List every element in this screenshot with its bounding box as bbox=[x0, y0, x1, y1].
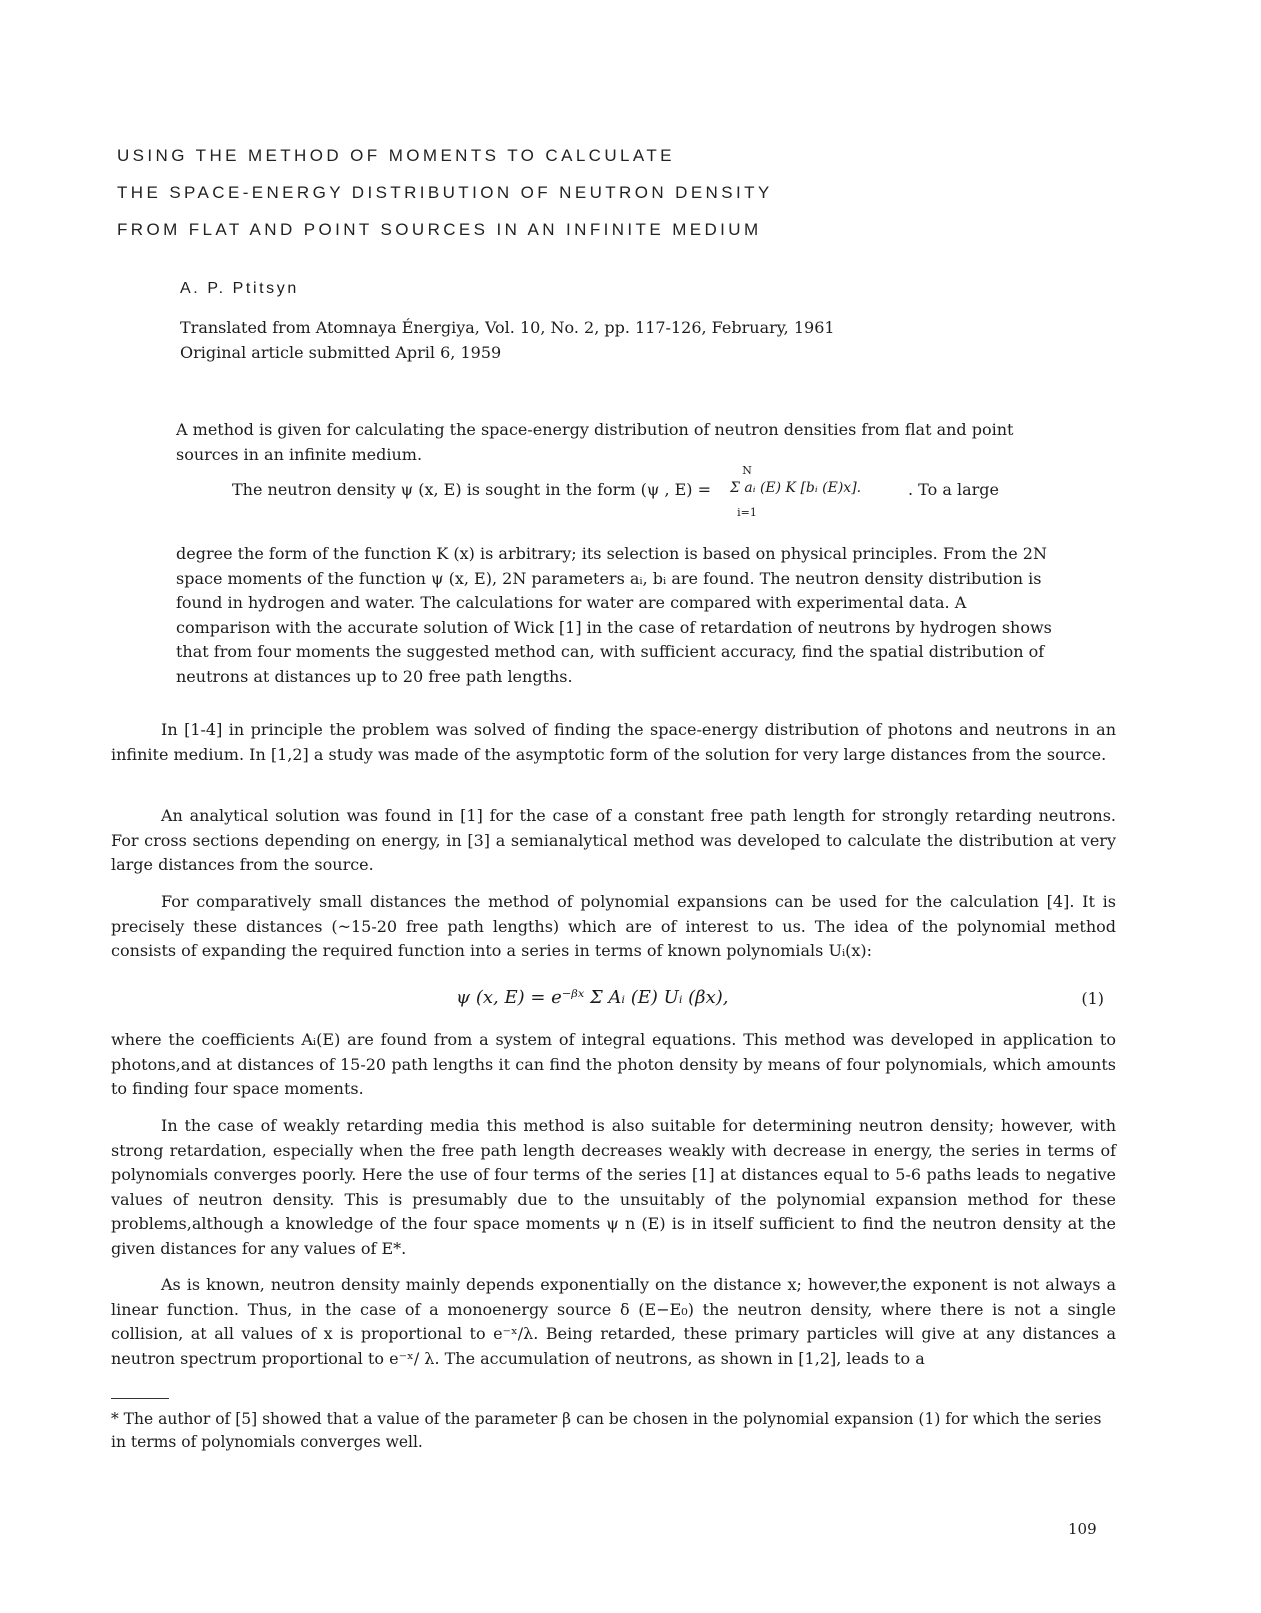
formula-sum-bottom: i=1 bbox=[737, 506, 757, 519]
title-line-2: THE SPACE-ENERGY DISTRIBUTION OF NEUTRON DENSITY bbox=[117, 183, 773, 202]
abstract-body bbox=[176, 542, 1056, 689]
abstract-line-1: A method is given for calculating the space-energy distribution of neutron densities from flat and point sources in an infinite medium. bbox=[176, 420, 1014, 464]
title-line-3: FROM FLAT AND POINT SOURCES IN AN INFINITE MEDIUM bbox=[117, 220, 762, 239]
submission-note: Original article submitted April 6, 1959 bbox=[180, 343, 502, 362]
paragraph-text: where the coefficients Aᵢ(E) are found from a system of integral equations. This method was developed in application to photons,and at distances of 15-20 path lengths it can find the photon density by means of four polynomials, which amounts to finding four space moments. bbox=[111, 1030, 1116, 1098]
translation-note: Translated from Atomnaya Énergiya, Vol. 10, No. 2, pp. 117-126, February, 1961 bbox=[180, 318, 835, 337]
formula-intro: The neutron density ψ (x, E) is sought in the form (ψ , E) = bbox=[232, 480, 712, 499]
paragraph-text: In the case of weakly retarding media this method is also suitable for determining neutron density; however, with strong retardation, especially when the free path length decreases weakly with decrease in energy, the series in terms of polynomials converges poorly. Here the use of four terms of the series [1] at distances equal to 5-6 paths leads to negative values of neutron density. This is presumably due to the unsuitably of the polynomial expansion method for these problems,although a knowledge of the four space moments ψ n (E) is in itself sufficient to find the neutron density at the given distances for any values of E*. bbox=[111, 1116, 1116, 1258]
body-paragraph-4 bbox=[111, 1028, 1116, 1102]
paragraph-text: An analytical solution was found in [1] for the case of a constant free path length for strongly retarding neutrons. For cross sections depending on energy, in [3] a semianalytical method was developed to calculate the distribution at very large distances from the source. bbox=[111, 806, 1116, 874]
body-paragraph-3 bbox=[111, 890, 1116, 964]
paragraph-text: As is known, neutron density mainly depends exponentially on the distance x; however,the exponent is not always a linear function. Thus, in the case of a monoenergy source δ (E−E₀) the neutron density, where there is not a single collision, at all values of x is proportional to e⁻ˣ/λ. Being retarded, these primary particles will give at any distances a neutron spectrum proportional to e⁻ˣ/ λ. The accumulation of neutrons, as shown in [1,2], leads to a bbox=[111, 1275, 1116, 1368]
author: A. P. Ptitsyn bbox=[180, 280, 299, 297]
paragraph-text: In [1-4] in principle the problem was solved of finding the space-energy distribution of photons and neutrons in an infinite medium. In [1,2] a study was made of the asymptotic form of the solution for very large distances from the source. bbox=[111, 720, 1116, 764]
equation-1-number: (1) bbox=[1081, 989, 1104, 1008]
abstract-rest: degree the form of the function K (x) is arbitrary; its selection is based on physical principles. From the 2N space moments of the function ψ (x, E), 2N parameters aᵢ, bᵢ are found. The neutron density distribution is found in hydrogen and water. The calculations for water are compared with experimental data. A comparison with the accurate solution of Wick [1] in the case of retardation of neutrons by hydrogen shows that from four moments the suggested method can, with sufficient accuracy, find the spatial distribution of neutrons at distances up to 20 free path lengths. bbox=[176, 544, 1052, 686]
paragraph-text: For comparatively small distances the method of polynomial expansions can be used for the calculation [4]. It is precisely these distances (~15-20 free path lengths) which are of interest to us. The idea of the polynomial method consists of expanding the required function into a series in terms of known polynomials Uᵢ(x): bbox=[111, 892, 1116, 960]
abstract-intro bbox=[176, 418, 1056, 467]
body-paragraph-6 bbox=[111, 1273, 1116, 1371]
body-paragraph-5 bbox=[111, 1114, 1116, 1261]
equation-1 bbox=[111, 985, 1104, 1015]
title-line-1: USING THE METHOD OF MOMENTS TO CALCULATE bbox=[117, 146, 675, 165]
formula-tail: . To a large bbox=[908, 480, 999, 499]
formula-sum-top: N bbox=[742, 464, 752, 477]
body-paragraph-2 bbox=[111, 804, 1116, 878]
page-number: 109 bbox=[1068, 1520, 1097, 1538]
abstract-formula bbox=[232, 464, 1032, 520]
footnote-divider bbox=[111, 1398, 169, 1399]
body-paragraph-1 bbox=[111, 718, 1116, 767]
footnote: * The author of [5] showed that a value of the parameter β can be chosen in the polynomial expansion (1) for which the series in terms of polynomials converges well. bbox=[111, 1410, 1102, 1451]
formula-expression: Σ aᵢ (E) K [bᵢ (E)x]. bbox=[730, 480, 862, 496]
equation-1-expression: ψ (x, E) = e⁻ᵝˣ Σ Aᵢ (E) Uᵢ (βx), bbox=[456, 987, 729, 1008]
